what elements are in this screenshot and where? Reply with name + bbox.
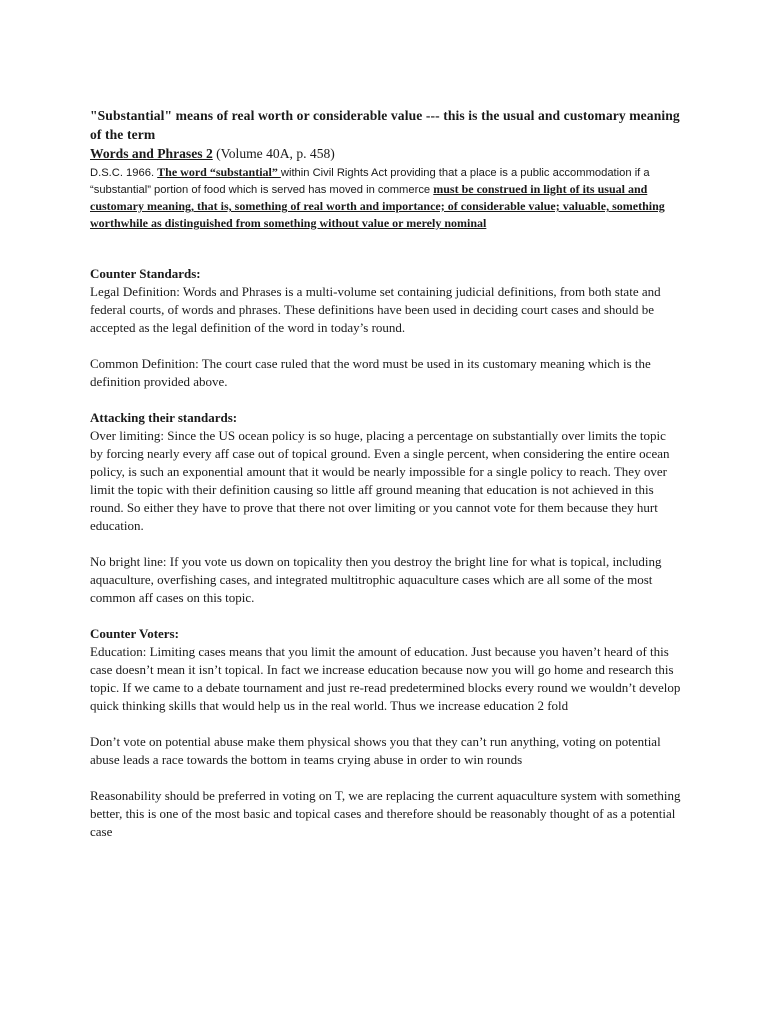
spacer bbox=[90, 337, 682, 355]
section-heading-counter-standards: Counter Standards: bbox=[90, 266, 201, 281]
citation-emphasis: must be construed in light of its usual and customary meaning, that is, something of real worth and importance; of considerable value; valuable, something worthwhile as distinguished from something without value or merely nominal bbox=[90, 182, 665, 230]
spacer bbox=[90, 715, 682, 733]
source-citation bbox=[90, 144, 682, 164]
paragraph-reasonability: Reasonability should be preferred in voting on T, we are replacing the current aquaculture system with something better, this is one of the most basic and topical cases and therefore should be reasonably thought of as a potential case bbox=[90, 788, 681, 839]
paragraph-bright-line: No bright line: If you vote us down on topicality then you destroy the bright line for what is topical, including aquaculture, overfishing cases, and integrated multitrophic aquaculture cases which are all some of the most common aff cases on this topic. bbox=[90, 554, 662, 605]
case-citation bbox=[90, 164, 682, 232]
paragraph-education: Education: Limiting cases means that you limit the amount of education. Just because you haven’t heard of this case doesn’t mean it isn’t topical. In fact we increase education because now you will go home and research this topic. If we came to a debate tournament and just re-read predetermined blocks every round we wouldn’t develop quick thinking skills that would help us in the real world. Thus we increase education 2 fold bbox=[90, 644, 681, 713]
spacer bbox=[90, 535, 682, 553]
citation-word-phrase: The word “substantial” bbox=[157, 165, 281, 179]
section-heading-attacking: Attacking their standards: bbox=[90, 410, 238, 425]
source-book-title: Words and Phrases 2 bbox=[90, 146, 213, 161]
source-volume: (Volume 40A, p. 458) bbox=[212, 146, 335, 161]
section-heading-counter-voters: Counter Voters: bbox=[90, 626, 179, 641]
citation-middle: within Civil Rights Act providing that a place is a public accommodation if a “substantial” portion of food which is served has moved in commerce bbox=[90, 167, 650, 196]
document-page bbox=[90, 106, 682, 841]
spacer bbox=[90, 607, 682, 625]
spacer bbox=[90, 769, 682, 787]
headline: "Substantial" means of real worth or considerable value --- this is the usual and customary meaning of the term bbox=[90, 108, 680, 142]
paragraph-common-definition: Common Definition: The court case ruled that the word must be used in its customary meaning which is the definition provided above. bbox=[90, 356, 651, 389]
paragraph-legal-definition: Legal Definition: Words and Phrases is a multi-volume set containing judicial definitions, from both state and federal courts, of words and phrases. These definitions have been used in deciding court cases and should be accepted as the legal definition of the word in today’s round. bbox=[90, 284, 661, 335]
paragraph-potential-abuse: Don’t vote on potential abuse make them physical shows you that they can’t run anything, voting on potential abuse leads a race towards the bottom in teams crying abuse in order to win rounds bbox=[90, 734, 661, 767]
spacer bbox=[90, 391, 682, 409]
paragraph-over-limiting: Over limiting: Since the US ocean policy is so huge, placing a percentage on substantially over limits the topic by forcing nearly every aff case out of topical ground. Even a single percent, when considering the entire ocean policy, is such an exponential amount that it would be nearly impossible for a single policy to reach. They over limit the topic with their definition causing so little aff ground meaning that education is not achieved in this round. So either they have to prove that there not over limiting or you cannot vote for them because they hurt education. bbox=[90, 428, 670, 533]
citation-intro: D.S.C. 1966. bbox=[90, 167, 158, 179]
spacer bbox=[90, 232, 682, 265]
